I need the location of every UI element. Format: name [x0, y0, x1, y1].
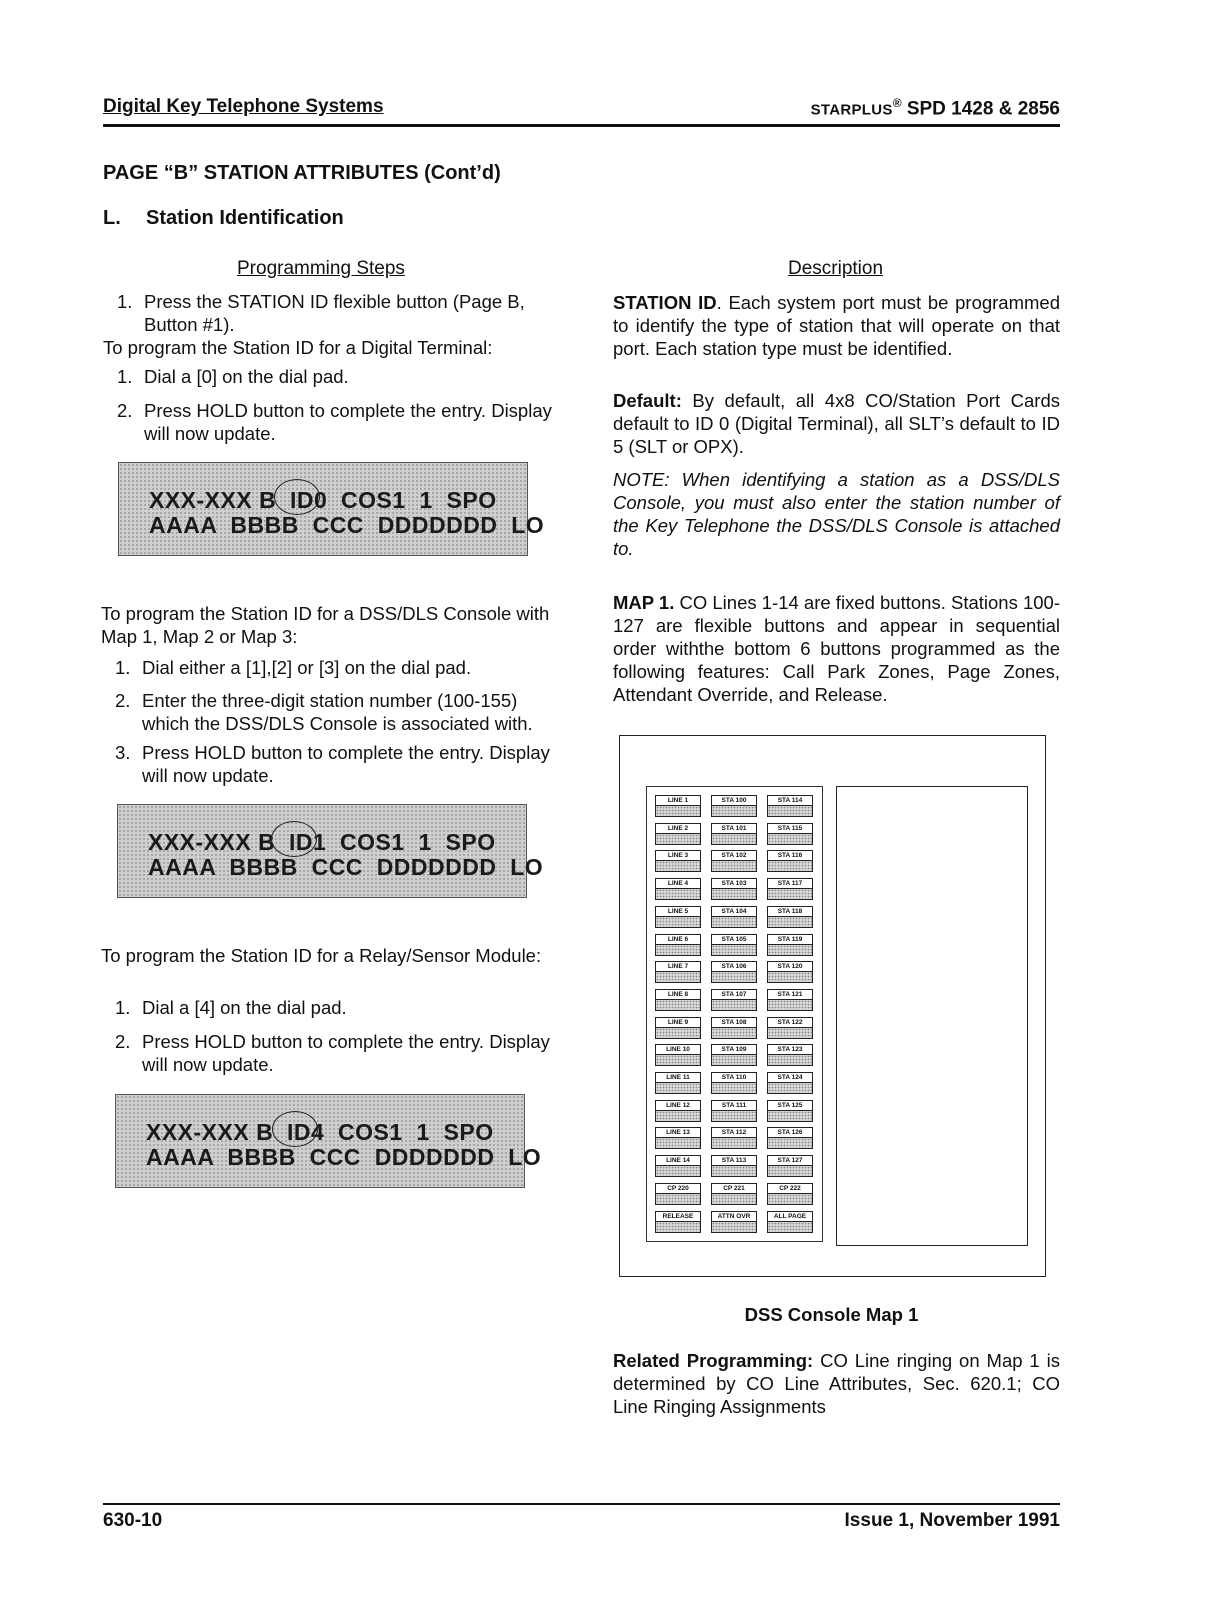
dss-key-label: STA 124 [768, 1073, 812, 1083]
dss-key [711, 1183, 757, 1205]
related-label: Related Programming: [613, 1350, 814, 1371]
dss-key [767, 1044, 813, 1066]
dss-key-led [768, 1222, 812, 1232]
dss-key [711, 1155, 757, 1177]
dss-key [711, 850, 757, 872]
dss-key-label: STA 106 [712, 962, 756, 972]
dss-key [767, 1072, 813, 1094]
dss-key-label: STA 114 [768, 796, 812, 806]
header-product [811, 96, 1060, 120]
dss-key-label: CP 221 [712, 1184, 756, 1194]
dss-key-label: STA 117 [768, 879, 812, 889]
header-brand: STARPLUS [810, 101, 893, 119]
subsection-letter: L. [103, 207, 121, 229]
section-title: PAGE “B” STATION ATTRIBUTES (Cont’d) [103, 162, 501, 184]
dss-key-label: STA 109 [712, 1045, 756, 1055]
dss-key-led [712, 861, 756, 871]
dss-key-label: LINE 4 [656, 879, 700, 889]
step-number: 2. [115, 1031, 131, 1052]
dss-key-led [768, 1083, 812, 1093]
dss-key-label: STA 119 [768, 935, 812, 945]
digital-terminal-intro: To program the Station ID for a Digital Terminal: [103, 337, 493, 358]
dss-key-led [712, 1055, 756, 1065]
dss-key-label: LINE 5 [656, 907, 700, 917]
dss-key-led [712, 889, 756, 899]
dss-key [655, 1100, 701, 1122]
lcd-line-2: AAAA BBBB CCC DDDDDDD LO [146, 1144, 542, 1170]
dss-key-led [656, 972, 700, 982]
dss-key [655, 1017, 701, 1039]
dss-key-label: ALL PAGE [768, 1212, 812, 1222]
dss-key-label: LINE 12 [656, 1101, 700, 1111]
dss-key-led [712, 1000, 756, 1010]
dss-key-label: LINE 1 [656, 796, 700, 806]
lcd-line-1: XXX-XXX B ID0 COS1 1 SPO [149, 487, 497, 513]
step-text: Dial either a [1],[2] or [3] on the dial pad. [142, 657, 472, 678]
registered-mark: ® [892, 96, 902, 110]
dss-key-led [712, 972, 756, 982]
dss-key-led [768, 1111, 812, 1121]
dss-key [767, 906, 813, 928]
programming-steps-heading: Programming Steps [237, 258, 405, 279]
dss-key-led [768, 1055, 812, 1065]
dss-key-led [656, 1000, 700, 1010]
step-number: 1. [115, 657, 131, 678]
dss-key [655, 1183, 701, 1205]
dss-key [655, 989, 701, 1011]
dss-key [655, 878, 701, 900]
dss-key-led [768, 889, 812, 899]
dss-key-led [768, 917, 812, 927]
dss-key [767, 1017, 813, 1039]
dss-key-label: LINE 10 [656, 1045, 700, 1055]
dss-key [711, 1127, 757, 1149]
map1-text: CO Lines 1-14 are fixed buttons. Stations 100-127 are flexible buttons and appear in sequential order withthe bottom 6 buttons programmed as the following features: Call Park Zones, Page Zones, Attendant Override, and Release. [613, 592, 1060, 705]
dss-key-label: LINE 7 [656, 962, 700, 972]
dss-console-intro: To program the Station ID for a DSS/DLS Console with Map 1, Map 2 or Map 3: [101, 603, 550, 647]
dss-key [767, 823, 813, 845]
dss-key-led [768, 806, 812, 816]
dss-key [655, 823, 701, 845]
page-header [103, 96, 1060, 127]
dss-key [655, 1211, 701, 1233]
dss-key [655, 1044, 701, 1066]
dss-key-led [712, 806, 756, 816]
dss-key-label: CP 220 [656, 1184, 700, 1194]
dss-key [711, 961, 757, 983]
dss-key [655, 1155, 701, 1177]
dss-key-led [768, 1138, 812, 1148]
dss-key-label: STA 118 [768, 907, 812, 917]
dss-key-label: LINE 13 [656, 1128, 700, 1138]
subsection-title: Station Identification [146, 207, 344, 229]
dss-key-led [768, 1000, 812, 1010]
lcd-line-1: XXX-XXX B ID1 COS1 1 SPO [148, 829, 496, 855]
dss-key-led [656, 806, 700, 816]
dss-key [711, 989, 757, 1011]
dss-key-led [656, 1083, 700, 1093]
dss-key-label: RELEASE [656, 1212, 700, 1222]
dss-key-led [656, 1138, 700, 1148]
dss-key-led [656, 889, 700, 899]
dss-key-label: STA 107 [712, 990, 756, 1000]
station-id-label: STATION ID [613, 292, 717, 313]
step-text: Press HOLD button to complete the entry. Display will now update. [144, 400, 552, 444]
issue-date: Issue 1, November 1991 [844, 1510, 1060, 1531]
default-description [613, 389, 1060, 458]
lcd-display-id0 [118, 462, 545, 556]
dss-key-label: STA 121 [768, 990, 812, 1000]
dss-key [711, 1044, 757, 1066]
dss-key [711, 823, 757, 845]
description-heading: Description [788, 258, 884, 279]
step-text: Press the STATION ID flexible button (Page B, Button #1). [144, 291, 525, 335]
dss-key-led [768, 972, 812, 982]
dss-key-label: STA 115 [768, 824, 812, 834]
figure-caption: DSS Console Map 1 [744, 1304, 919, 1325]
dss-key-label: STA 116 [768, 851, 812, 861]
step-number: 1. [115, 997, 131, 1018]
dss-key-label: STA 122 [768, 1018, 812, 1028]
note-text: NOTE: When identifying a station as a DSS/DLS Console, you must also enter the station number of the Key Telephone the DSS/DLS Console is attached to. [613, 469, 1060, 559]
dss-key-led [656, 1222, 700, 1232]
dss-key-label: CP 222 [768, 1184, 812, 1194]
dss-key [767, 1127, 813, 1149]
dss-key-label: LINE 2 [656, 824, 700, 834]
default-label: Default: [613, 390, 682, 411]
list-item [115, 689, 552, 735]
dss-key-label: STA 126 [768, 1128, 812, 1138]
list-item [115, 996, 552, 1019]
dss-key-label: STA 100 [712, 796, 756, 806]
dss-key-label: STA 123 [768, 1045, 812, 1055]
dss-key-label: LINE 11 [656, 1073, 700, 1083]
dss-key [711, 878, 757, 900]
list-item [115, 741, 552, 787]
dss-key-led [712, 1138, 756, 1148]
dss-key-led [656, 861, 700, 871]
dss-key [767, 795, 813, 817]
dss-key-led [656, 917, 700, 927]
step-station-id [117, 290, 552, 336]
dss-key [655, 1127, 701, 1149]
dss-key-led [768, 861, 812, 871]
dss-key-label: STA 108 [712, 1018, 756, 1028]
dss-key-label: STA 125 [768, 1101, 812, 1111]
highlight-circle [271, 821, 317, 857]
dss-key-led [712, 1083, 756, 1093]
lcd-line-1: XXX-XXX B ID4 COS1 1 SPO [146, 1119, 494, 1145]
dss-key [655, 850, 701, 872]
header-model: SPD 1428 & 2856 [901, 98, 1060, 120]
step-text: Dial a [4] on the dial pad. [142, 997, 347, 1018]
header-title: Digital Key Telephone Systems [103, 96, 384, 117]
dss-key-led [712, 1222, 756, 1232]
list-item [115, 1030, 552, 1076]
dss-key-led [768, 945, 812, 955]
dss-key [711, 1100, 757, 1122]
dss-blank-panel [836, 786, 1028, 1246]
dss-key [711, 1211, 757, 1233]
dss-key [767, 989, 813, 1011]
dss-key-label: STA 104 [712, 907, 756, 917]
dss-key [711, 1017, 757, 1039]
highlight-circle [274, 479, 320, 515]
step-text: Enter the three-digit station number (100-155) which the DSS/DLS Console is associated with. [142, 690, 533, 734]
dss-key-led [712, 1194, 756, 1204]
dss-key [655, 961, 701, 983]
step-text: Press HOLD button to complete the entry. Display will now update. [142, 742, 550, 786]
dss-key [711, 934, 757, 956]
map1-description [613, 591, 1060, 706]
dss-key-label: STA 103 [712, 879, 756, 889]
dss-key-label: STA 127 [768, 1156, 812, 1166]
dss-key-label: STA 110 [712, 1073, 756, 1083]
dss-key-led [712, 917, 756, 927]
dss-key-led [656, 1166, 700, 1176]
dss-key-led [768, 1028, 812, 1038]
station-id-description [613, 291, 1060, 360]
list-item [117, 399, 552, 445]
default-text: By default, all 4x8 CO/Station Port Cards default to ID 0 (Digital Terminal), all SLT’s default to ID 5 (SLT or OPX). [613, 390, 1060, 457]
dss-key-led [656, 1055, 700, 1065]
relay-sensor-intro: To program the Station ID for a Relay/Sensor Module: [101, 945, 542, 966]
dss-key-label: STA 113 [712, 1156, 756, 1166]
dss-key-led [656, 834, 700, 844]
dss-key [767, 1183, 813, 1205]
step-text: Dial a [0] on the dial pad. [144, 366, 349, 387]
dss-key-label: STA 111 [712, 1101, 756, 1111]
dss-key [767, 1100, 813, 1122]
dss-key [711, 906, 757, 928]
map1-label: MAP 1. [613, 592, 675, 613]
dss-key-label: ATTN OVR [712, 1212, 756, 1222]
dss-key-label: STA 105 [712, 935, 756, 945]
step-number: 1. [117, 366, 133, 387]
dss-key-led [712, 834, 756, 844]
lcd-line-2: AAAA BBBB CCC DDDDDDD LO [148, 854, 544, 880]
step-number: 2. [115, 690, 131, 711]
related-programming [613, 1349, 1060, 1418]
step-number: 3. [115, 742, 131, 763]
dss-key [655, 1072, 701, 1094]
dss-key [711, 1072, 757, 1094]
lcd-display-id4 [115, 1094, 542, 1188]
dss-key-led [768, 834, 812, 844]
step-text: Press HOLD button to complete the entry. Display will now update. [142, 1031, 550, 1075]
dss-key [655, 934, 701, 956]
dss-key-led [656, 1111, 700, 1121]
dss-key-led [656, 1028, 700, 1038]
dss-key [767, 850, 813, 872]
dss-key [711, 795, 757, 817]
lcd-line-2: AAAA BBBB CCC DDDDDDD LO [149, 512, 545, 538]
dss-key-led [712, 945, 756, 955]
dss-key-label: STA 112 [712, 1128, 756, 1138]
dss-key-led [768, 1194, 812, 1204]
dss-key-label: LINE 6 [656, 935, 700, 945]
station-id-text: . Each system port must be programmed to identify the type of station that will operate on that port. Each station type must be identified. [613, 292, 1060, 359]
lcd-display-id1 [117, 804, 544, 898]
dss-key-led [712, 1111, 756, 1121]
step-number: 1. [117, 291, 133, 312]
dss-note [613, 468, 1060, 560]
dss-key-led [768, 1166, 812, 1176]
dss-key-label: STA 102 [712, 851, 756, 861]
dss-key-label: LINE 8 [656, 990, 700, 1000]
footer-rule [103, 1503, 1060, 1505]
dss-key [767, 1155, 813, 1177]
dss-key [767, 1211, 813, 1233]
dss-key-led [712, 1166, 756, 1176]
list-item [117, 365, 552, 388]
dss-key-label: STA 101 [712, 824, 756, 834]
list-item [115, 656, 552, 679]
dss-key-label: LINE 9 [656, 1018, 700, 1028]
dss-key-label: LINE 3 [656, 851, 700, 861]
page-number: 630-10 [103, 1510, 163, 1531]
dss-key [655, 906, 701, 928]
dss-key-led [656, 945, 700, 955]
related-text: CO Line ringing on Map 1 is determined by CO Line Attributes, Sec. 620.1; CO Line Ringing Assignments [613, 1350, 1060, 1417]
dss-key-led [712, 1028, 756, 1038]
highlight-circle [272, 1111, 318, 1147]
dss-key [767, 961, 813, 983]
dss-key-label: STA 120 [768, 962, 812, 972]
step-number: 2. [117, 400, 133, 421]
dss-key-label: LINE 14 [656, 1156, 700, 1166]
dss-key [655, 795, 701, 817]
dss-key [767, 934, 813, 956]
dss-key-led [656, 1194, 700, 1204]
dss-key [767, 878, 813, 900]
